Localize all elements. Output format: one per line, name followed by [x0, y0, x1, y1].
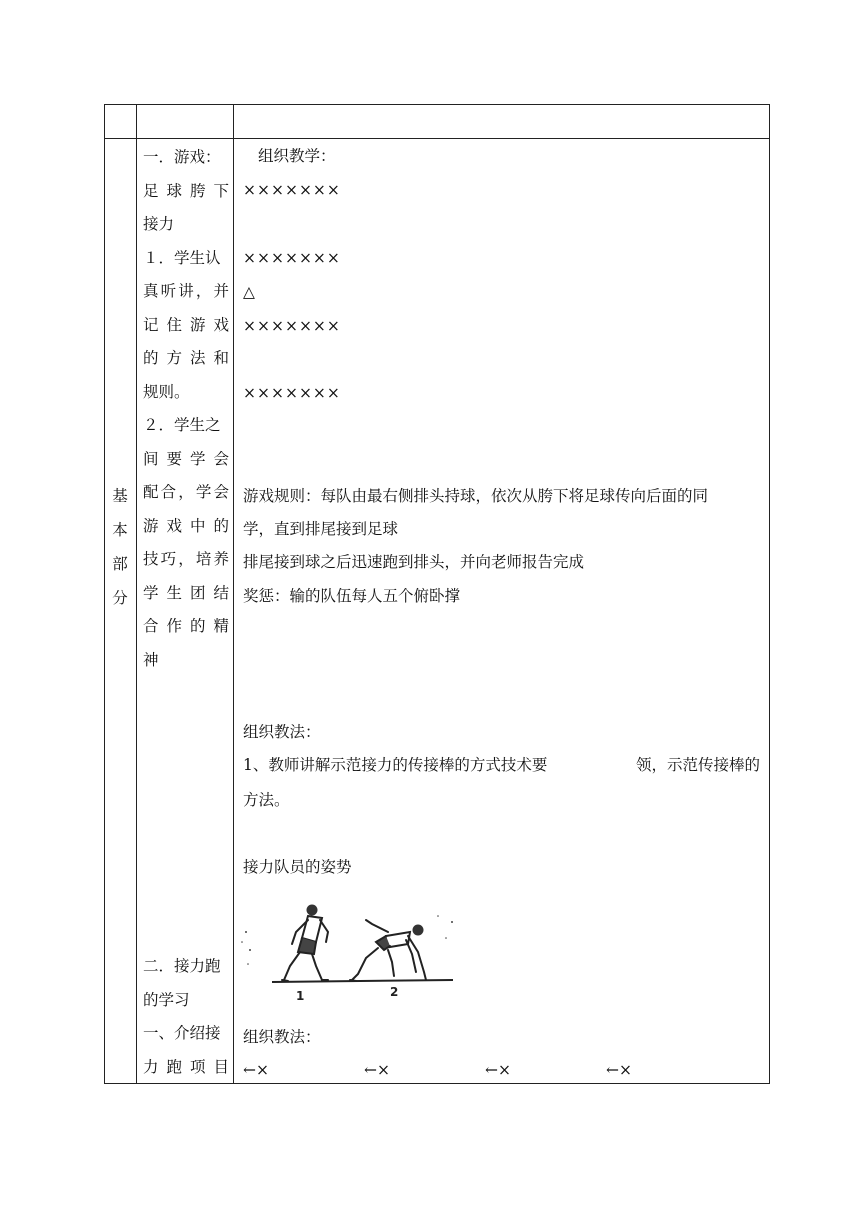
activity-line: 间要学会 [143, 449, 229, 468]
activity-line: 的方法和 [143, 349, 229, 367]
relay-mark: ←× [364, 1061, 390, 1079]
penalty-line: 奖惩：输的队伍每人五个俯卧撑 [243, 587, 461, 605]
activity-line: 真听讲，并 [143, 282, 229, 300]
activity-line: 技巧，培养 [143, 550, 229, 568]
method-line: 方法。 [243, 791, 290, 809]
section-label-char: 基 [112, 487, 128, 505]
activity-line: 记住游戏 [143, 315, 229, 334]
activity-line: 神 [143, 650, 159, 669]
activity-line: 合作的精 [143, 617, 229, 635]
formation-row: ××××××× [243, 249, 341, 267]
formation-row: ××××××× [243, 384, 341, 402]
table-col-divider-1 [136, 104, 137, 1084]
activity-line: １．学生认 [143, 248, 221, 267]
activity-column-upper [143, 141, 229, 677]
activity-line: 学生团结 [143, 583, 229, 602]
figure-label-2: 2 [390, 985, 399, 999]
formation-row: ××××××× [243, 181, 341, 199]
section-label-char: 分 [112, 589, 128, 607]
section-label-char: 部 [112, 555, 128, 573]
activity-line: 的学习 [143, 990, 190, 1009]
activity-line: 一．游戏： [143, 148, 221, 166]
game-rules-line: 排尾接到球之后迅速跑到排头，并向老师报告完成 [243, 553, 585, 571]
activity-line: 规则。 [143, 382, 190, 401]
method-title-2: 组织教法： [243, 1028, 321, 1046]
formation-row: ××××××× [243, 317, 341, 335]
activity-line: 配合，学会 [143, 483, 229, 501]
figure-label-1: 1 [296, 989, 305, 1002]
table-col-divider-2 [233, 104, 234, 1084]
activity-column-lower [143, 950, 229, 1084]
game-rules-line: 游戏规则：每队由最右侧排头持球，依次从胯下将足球传向后面的同 [243, 487, 709, 505]
posture-title: 接力队员的姿势 [243, 858, 352, 876]
relay-posture-figure [238, 902, 460, 1002]
method-line: 1、教师讲解示范接力的传接棒的方式技术要 [243, 756, 548, 774]
activity-line: 二．接力跑 [143, 957, 221, 975]
relay-posture-illustration [238, 902, 460, 1002]
teacher-symbol: △ [243, 283, 255, 301]
activity-line: 力跑项目 [143, 1057, 229, 1076]
method-title: 组织教法： [243, 723, 321, 741]
activity-line: 游戏中的 [143, 516, 229, 535]
activity-line: 一、介绍接 [143, 1024, 221, 1042]
activity-line: 接力 [143, 215, 175, 233]
table-border-right [769, 104, 770, 1084]
relay-mark: ←× [485, 1061, 511, 1079]
relay-mark: ←× [606, 1061, 632, 1079]
relay-mark: ←× [243, 1061, 269, 1079]
activity-line: 足球胯下 [143, 181, 229, 200]
org-teaching-title: 组织教学： [258, 147, 336, 165]
section-label-char: 本 [112, 521, 128, 539]
runner-1-figure [282, 905, 328, 982]
method-line: 领，示范传接棒的 [636, 756, 761, 774]
runner-2-figure [350, 920, 426, 981]
table-border-top [104, 104, 770, 105]
table-header-divider [104, 138, 770, 139]
activity-line: ２．学生之 [143, 416, 221, 434]
game-rules-line: 学，直到排尾接到足球 [243, 520, 399, 538]
